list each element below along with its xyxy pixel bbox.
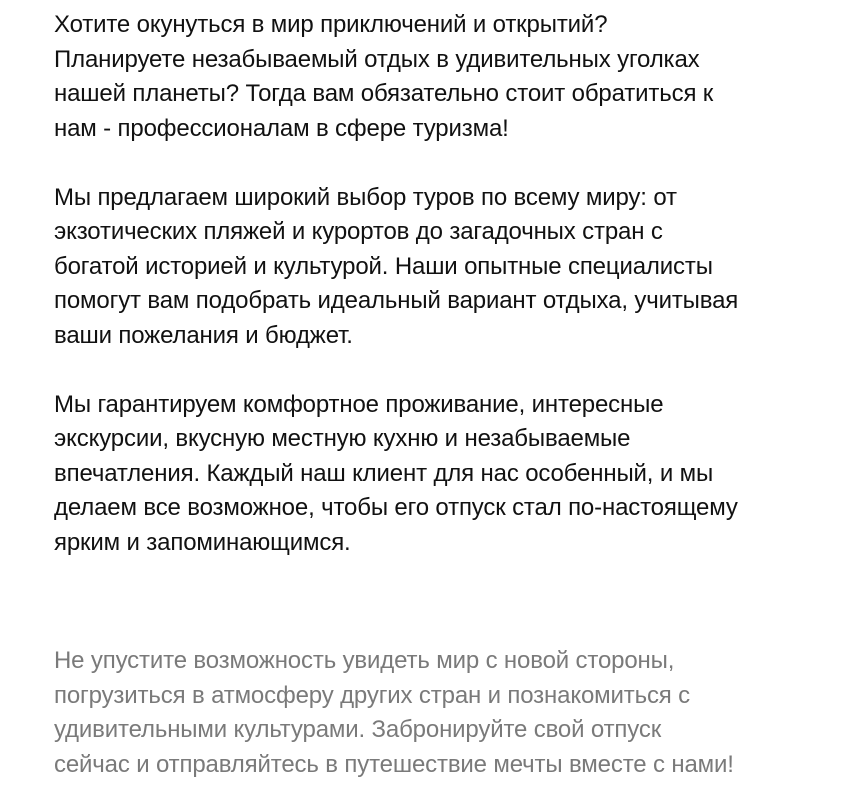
tours-paragraph — [54, 181, 844, 354]
paragraph-line: помогут вам подобрать идеальный вариант отдыха, учитывая — [54, 287, 739, 314]
paragraph-line: богатой историей и культурой. Наши опытные специалисты — [54, 252, 713, 280]
paragraph-line: Планируете незабываемый отдых в удивительных уголках — [54, 45, 700, 73]
paragraph-line: нашей планеты? Тогда вам обязательно стоит обратиться к — [54, 80, 714, 107]
paragraph-line: сейчас и отправляйтесь в путешествие мечты вместе с нами! — [54, 750, 734, 778]
call-to-action-paragraph — [54, 644, 844, 782]
paragraph-line: Мы гарантируем комфортное проживание, интересные — [54, 390, 664, 418]
paragraph-line: ваши пожелания и бюджет. — [54, 321, 353, 349]
paragraph-line: экскурсии, вкусную местную кухню и незабываемые — [54, 425, 631, 452]
paragraph-line: ярким и запоминающимся. — [54, 528, 351, 556]
paragraph-line: Мы предлагаем широкий выбор туров по всему миру: от — [54, 183, 677, 211]
guarantee-paragraph — [54, 388, 844, 561]
paragraph-line: удивительными культурами. Забронируйте свой отпуск — [54, 716, 662, 743]
paragraph-line: впечатления. Каждый наш клиент для нас особенный, и мы — [54, 459, 714, 487]
paragraph-line: Не упустите возможность увидеть мир с новой стороны, — [54, 647, 675, 674]
paragraph-line: нам - профессионалам в сфере туризма! — [54, 114, 509, 142]
paragraph-line: Хотите окунуться в мир приключений и открытий? — [54, 11, 608, 38]
document-body — [54, 8, 844, 782]
intro-paragraph — [54, 8, 844, 146]
paragraph-line: погрузиться в атмосферу других стран и познакомиться с — [54, 681, 691, 709]
paragraph-line: делаем все возможное, чтобы его отпуск стал по-настоящему — [54, 494, 738, 521]
paragraph-line: экзотических пляжей и курортов до загадочных стран с — [54, 218, 663, 245]
